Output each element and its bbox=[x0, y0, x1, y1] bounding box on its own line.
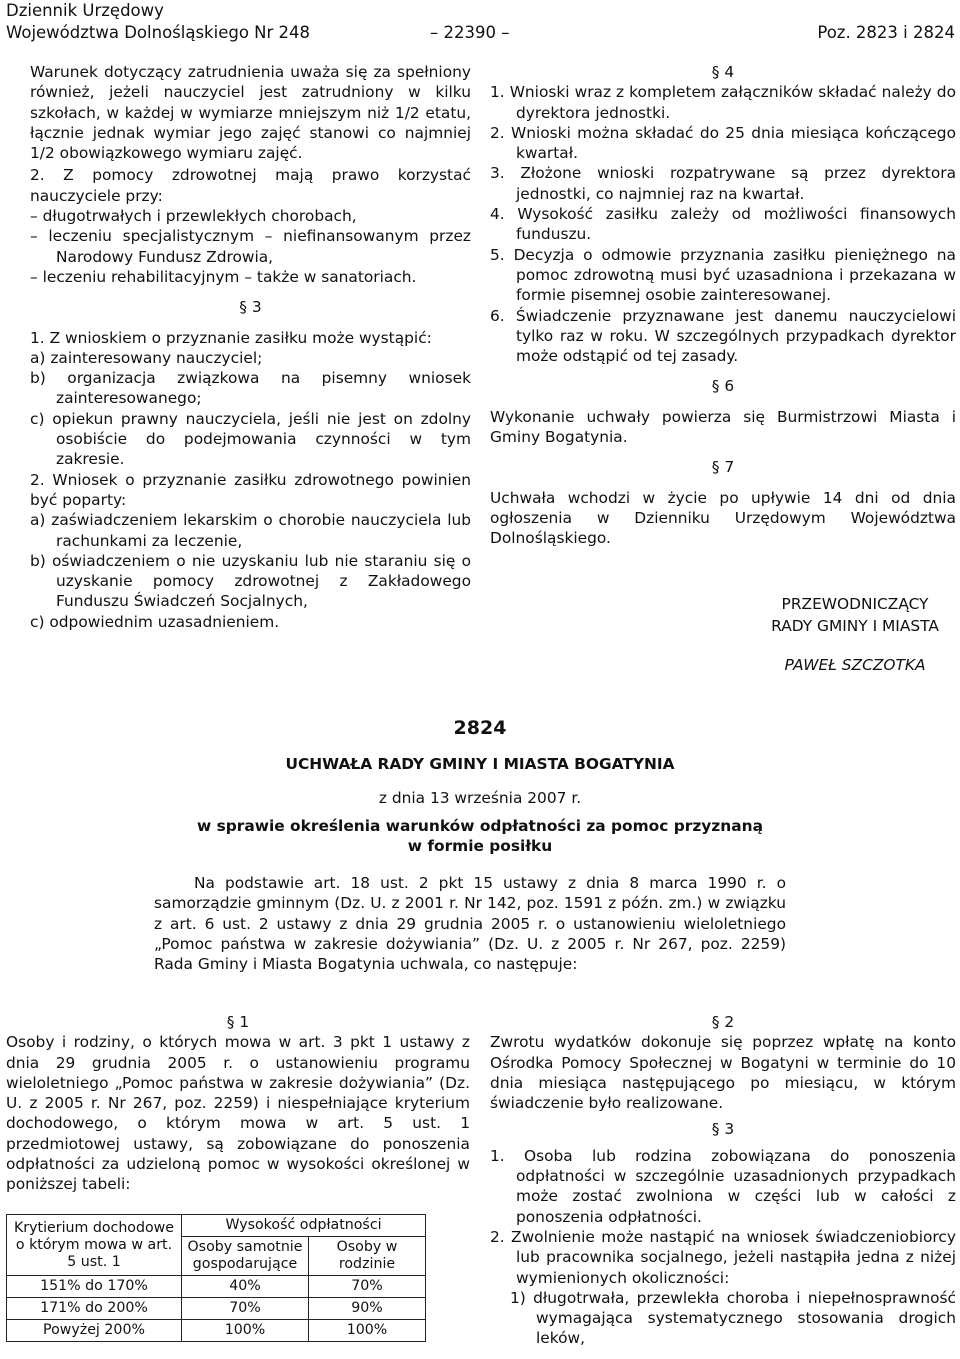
act-number: 2824 bbox=[453, 717, 507, 739]
section-heading: § 2 bbox=[711, 1013, 735, 1031]
table-cell: 90% bbox=[309, 1298, 426, 1320]
list-item: 2. Zwolnienie może nastąpić na wniosek świadczeniobiorcy lub pracownika socjalnego, jeżeli nastąpiła jedna z niżej wymienionych okoliczności: bbox=[490, 1227, 956, 1287]
paragraph: 2. Wniosek o przyznanie zasiłku zdrowotnego powinien być poparty: bbox=[30, 470, 471, 509]
list-item: 1. Wnioski wraz z kompletem załączników składać należy do dyrektora jednostki. bbox=[490, 83, 956, 122]
section-heading: § 3 bbox=[711, 1120, 735, 1139]
left-column-top bbox=[30, 62, 471, 632]
list-item: 3. Złożone wnioski rozpatrywane są przez dyrektora jednostki, co najmniej raz na kwartał. bbox=[490, 164, 956, 203]
paragraph: Zwrotu wydatków dokonuje się poprzez wpłatę na konto Ośrodka Pomocy Społecznej w Bogatyni w terminie do 10 dnia miesiąca następującego po miesiącu, w którym świadczenie było realizowane. bbox=[490, 1033, 956, 1113]
fee-table bbox=[6, 1214, 426, 1342]
list-item: 1) długotrwała, przewlekła choroba i niepełnosprawność wymagająca systematycznego stosowania drogich leków, bbox=[510, 1288, 956, 1348]
paragraph: Warunek dotyczący zatrudnienia uważa się za spełniony również, jeżeli nauczyciel jest zatrudniony w kilku szkołach, w każdej w wymiarze mniejszym niż 1/2 etatu, łącznie jednak wymiar jego zajęć stanowi co najmniej 1/2 obowiązkowego wymiaru zajęć. bbox=[30, 63, 471, 163]
section-heading: § 3 bbox=[239, 298, 262, 317]
list-item: c) odpowiednim uzasadnieniem. bbox=[30, 612, 280, 631]
section-heading: § 1 bbox=[226, 1013, 250, 1031]
list-item: 5. Decyzja o odmowie przyznania zasiłku pieniężnego na pomoc zdrowotną musi być uzasadniona i przekazana w formie pisemnej osobie zainteresowanej. bbox=[490, 245, 956, 305]
table-header: Osoby w rodzinie bbox=[309, 1237, 426, 1276]
table-cell: 40% bbox=[182, 1276, 309, 1298]
paragraph: Uchwała wchodzi w życie po upływie 14 dni od dnia ogłoszenia w Dzienniku Urzędowym Województwa Dolnośląskiego. bbox=[490, 488, 956, 548]
list-item: 6. Świadczenie przyznawane jest danemu nauczycielowi tylko raz w roku. W szczególnych przypadkach dyrektor może odstąpić od tej zasady. bbox=[490, 306, 956, 366]
right-column-top bbox=[490, 62, 956, 549]
list-item: a) zainteresowany nauczyciel; bbox=[30, 348, 263, 367]
position-number: Poz. 2823 i 2824 bbox=[817, 23, 955, 42]
table-row bbox=[7, 1276, 426, 1298]
table-header: Krytierium dochodowe o którym mowa w art. 5 ust. 1 bbox=[7, 1215, 182, 1276]
list-item: c) opiekun prawny nauczyciela, jeśli nie jest on zdolny osobiście do podejmowania czynności w tym zakresie. bbox=[30, 409, 471, 469]
preamble: Na podstawie art. 18 ust. 2 pkt 15 ustawy z dnia 8 marca 1990 r. o samorządzie gminnym (Dz. U. z 2001 r. Nr 142, poz. 1591 z późn. zm.) w związku z art. 6 ust. 2 ustawy z dnia 29 grudnia 2005 r. o ustanowieniu wieloletniego „Pomoc państwa w zakresie dożywiania” (Dz. U. z 2005 r. Nr 267, poz. 2259) Rada Gminy i Miasta Bogatynia uchwala, co następuje: bbox=[154, 874, 786, 974]
journal-title: Dziennik Urzędowy bbox=[6, 1, 164, 20]
table-cell: 151% do 170% bbox=[7, 1276, 182, 1298]
list-item: – leczeniu rehabilitacyjnym – także w sanatoriach. bbox=[30, 267, 417, 286]
section-heading: § 4 bbox=[711, 63, 735, 81]
paragraph: 2. Z pomocy zdrowotnej mają prawo korzystać nauczyciele przy: bbox=[30, 166, 471, 205]
list-item: a) zaświadczeniem lekarskim o chorobie nauczyciela lub rachunkami za leczenie, bbox=[30, 511, 471, 550]
table-cell: 70% bbox=[182, 1298, 309, 1320]
paragraph: Osoby i rodziny, o których mowa w art. 3 pkt 1 ustawy z dnia 29 grudnia 2005 r. o ustanowieniu programu wieloletniego „Pomoc państwa w zakresie dożywiania” (Dz. U. z 2005 r. Nr 267, poz. 2259) i niespełniające kryterium dochodowego, o którym mowa w art. 5 ust. 1 przedmiotowej ustawy, są zobowiązane do ponoszenia odpłatności za udzieloną pomoc w wysokości określonej w poniższej tabeli: bbox=[6, 1033, 470, 1194]
act-subject: w formie posiłku bbox=[407, 837, 553, 855]
table-header: Osoby samotnie gospodarujące bbox=[182, 1237, 309, 1276]
list-item: – leczeniu specjalistycznym – niefinansowanym przez Narodowy Fundusz Zdrowia, bbox=[30, 227, 471, 266]
paragraph: 1. Z wnioskiem o przyznanie zasiłku może wystąpić: bbox=[30, 328, 432, 347]
act-subject: w sprawie określenia warunków odpłatności za pomoc przyznaną bbox=[197, 817, 763, 835]
list-item: 4. Wysokość zasiłku zależy od możliwości finansowych funduszu. bbox=[490, 205, 956, 244]
list-item: b) oświadczeniem o nie uzyskaniu lub nie staraniu się o uzyskanie pomocy zdrowotnej z Zakładowego Funduszu Świadczeń Socjalnych, bbox=[30, 551, 471, 611]
table-cell: 70% bbox=[309, 1276, 426, 1298]
left-column-bottom bbox=[6, 1012, 470, 1195]
signature-title: PRZEWODNICZĄCY bbox=[781, 595, 929, 613]
list-item: 2. Wnioski można składać do 25 dnia miesiąca kończącego kwartał. bbox=[490, 123, 956, 163]
table-row bbox=[7, 1298, 426, 1320]
table-header: Wysokość odpłatności bbox=[182, 1215, 426, 1237]
section-heading: § 7 bbox=[711, 458, 735, 477]
signature-block bbox=[740, 594, 960, 675]
signature-title: RADY GMINY I MIASTA bbox=[771, 617, 939, 636]
right-column-bottom bbox=[490, 1012, 956, 1349]
signature-name: PAWEŁ SZCZOTKA bbox=[784, 655, 926, 674]
table-cell: 100% bbox=[182, 1320, 309, 1342]
page-number: – 22390 – bbox=[430, 23, 510, 42]
table-cell: 100% bbox=[309, 1320, 426, 1342]
table-cell: 171% do 200% bbox=[7, 1298, 182, 1320]
journal-issue: Województwa Dolnośląskiego Nr 248 bbox=[6, 23, 311, 42]
act-date: z dnia 13 września 2007 r. bbox=[378, 789, 582, 807]
paragraph: Wykonanie uchwały powierza się Burmistrzowi Miasta i Gminy Bogatynia. bbox=[490, 407, 956, 447]
list-item: 1. Osoba lub rodzina zobowiązana do ponoszenia odpłatności w szczególnie uzasadnionych przypadkach może zostać zwolniona w części lub w całości z ponoszenia odpłatności. bbox=[490, 1146, 956, 1226]
list-item: – długotrwałych i przewlekłych chorobach, bbox=[30, 207, 357, 226]
list-item: b) organizacja związkowa na pisemny wniosek zainteresowanego; bbox=[30, 369, 471, 408]
table-row bbox=[7, 1320, 426, 1342]
table-cell: Powyżej 200% bbox=[7, 1320, 182, 1342]
act-title: UCHWAŁA RADY GMINY I MIASTA BOGATYNIA bbox=[285, 755, 675, 773]
section-heading: § 6 bbox=[711, 377, 735, 396]
